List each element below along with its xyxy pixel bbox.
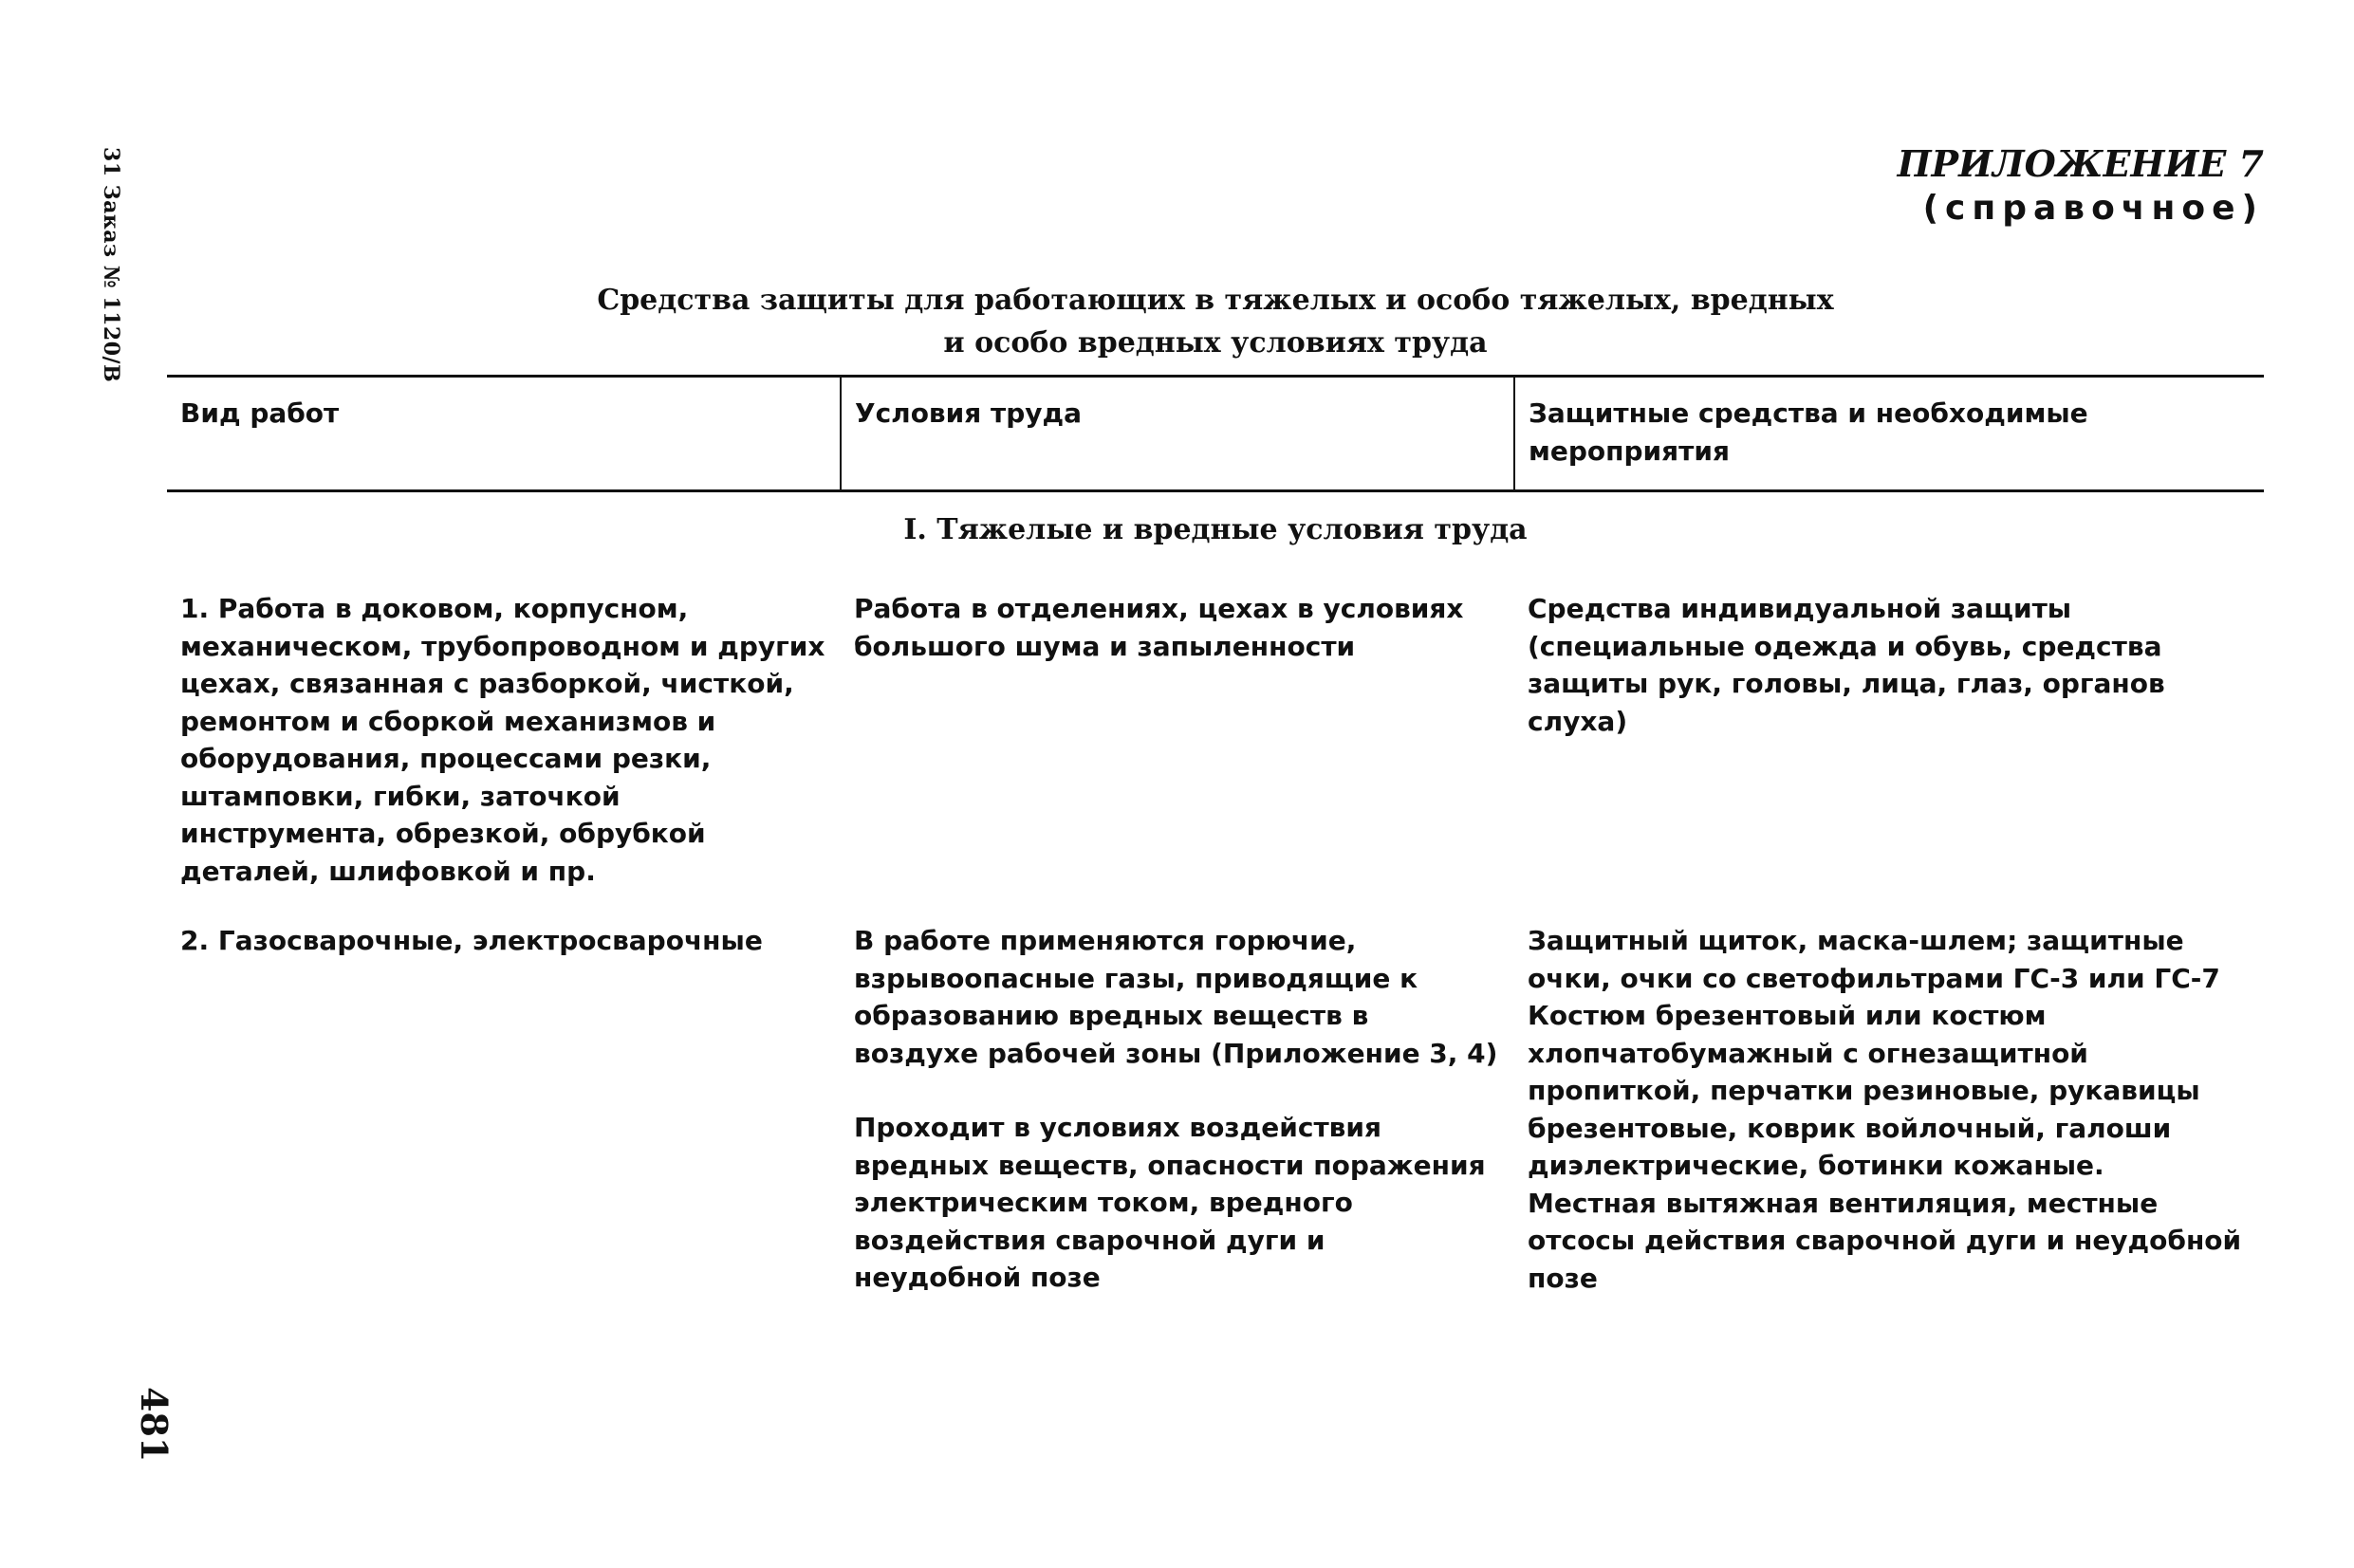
cell-protection	[1514, 575, 2264, 907]
document-title	[167, 279, 2264, 364]
appendix-title: ПРИЛОЖЕНИЕ 7	[1897, 142, 2264, 185]
document-title-line-1: Средства защиты для работающих в тяжелых и особо тяжелых, вредных	[597, 284, 1834, 317]
cell-text: В работе применяются горючие, взрывоопасные газы, приводящие к образованию вредных веществ в воздухе рабочей зоны (Приложение 3, 4)	[854, 925, 1498, 1069]
table-header-row	[167, 377, 2264, 491]
cell-conditions	[841, 575, 1514, 907]
cell-text: 1. Работа в доковом, корпусном, механическом, трубопроводном и других цехах, связанная с разборкой, чисткой, ремонтом и сборкой механизмов и оборудования, процессами резки, штамповки, гибки, заточкой инструмента, обрезкой, обрубкой деталей, шлифовкой и пр.	[180, 593, 825, 887]
cell-text: Средства индивидуальной защиты (специальные одежда и обувь, средства защиты рук, головы, лица, глаз, органов слуха)	[1528, 593, 2165, 737]
section-title: I. Тяжелые и вредные условия труда	[903, 513, 1528, 546]
cell-text: Костюм брезентовый или костюм хлопчатобумажный с огнезащитной пропиткой, перчатки резиновые, рукавицы брезентовые, коврик войлочный, галоши диэлектрические, ботинки кожаные.	[1528, 1000, 2200, 1181]
cell-work-type	[167, 907, 841, 1314]
appendix-subtitle: (справочное)	[1922, 189, 2264, 229]
margin-order-note: 31 Заказ № 1120/В	[99, 147, 123, 383]
cell-text: Проходит в условиях воздействия вредных веществ, опасности поражения электрическим током, вредного воздействия сварочной дуги и неудобной позе	[854, 1112, 1486, 1293]
cell-text: 2. Газосварочные, электросварочные	[180, 925, 763, 956]
section-row	[167, 491, 2264, 576]
header-protection: Защитные средства и необходимые мероприятия	[1514, 377, 2264, 491]
cell-text: Защитный щиток, маска-шлем; защитные очки, очки со светофильтрами ГС-3 или ГС-7	[1528, 925, 2220, 994]
cell-text: Работа в отделениях, цехах в условиях большого шума и запыленности	[854, 593, 1464, 662]
cell-work-type	[167, 575, 841, 907]
protection-table	[167, 375, 2264, 1314]
header-work-type: Вид работ	[167, 377, 841, 491]
cell-protection	[1514, 907, 2264, 1314]
cell-text: Местная вытяжная вентиляция, местные отсосы действия сварочной дуги и неудобной позе	[1528, 1187, 2242, 1294]
table-row	[167, 907, 2264, 1314]
appendix-heading	[1898, 140, 2264, 231]
protection-table-container	[167, 375, 2264, 1314]
cell-conditions	[841, 907, 1514, 1314]
table-row	[167, 575, 2264, 907]
page-number: 481	[133, 1387, 176, 1463]
header-conditions: Условия труда	[841, 377, 1514, 491]
document-title-line-2: и особо вредных условиях труда	[943, 326, 1488, 360]
